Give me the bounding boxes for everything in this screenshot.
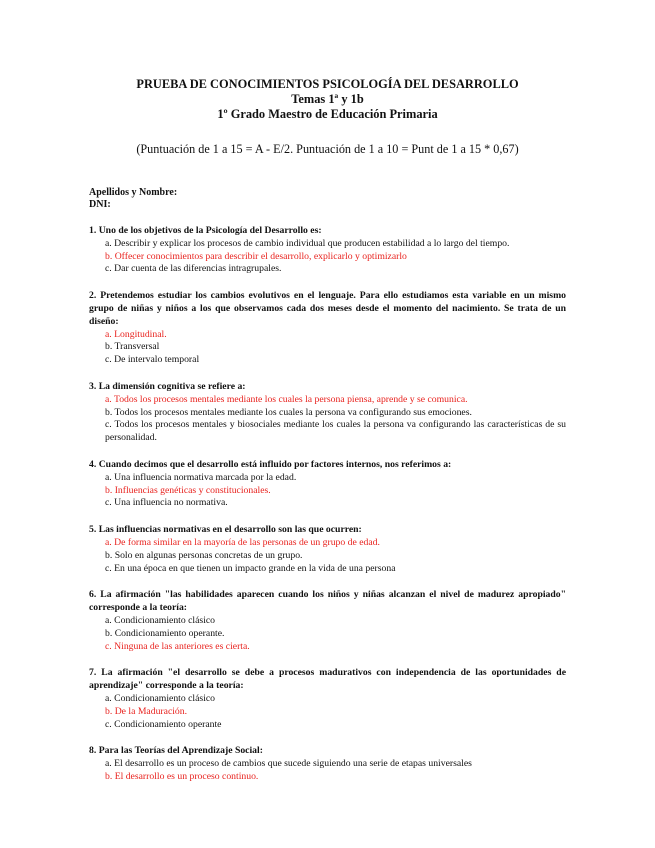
answer-option: c. Dar cuenta de las diferencias intragrupales. [105,263,282,275]
name-label: Apellidos y Nombre: [89,187,178,198]
answer-option: c. En una época en que tienen un impacto grande en la vida de una persona [105,562,396,574]
exam-title [89,77,566,122]
question-text: 5. Las influencias normativas en el desarrollo son las que ocurren: [89,524,362,536]
question-text: 7. La afirmación "el desarrollo se debe a procesos madurativos con independencia de las oportunidades de aprendizaje" corresponde a la teoría: [89,667,566,692]
question-text: 2. Pretendemos estudiar los cambios evolutivos en el lenguaje. Para ello estudiamos esta variable en un mismo grupo de niñas y niños a los que observamos cada dos meses desde el momento del nacimiento. Se trata de un diseño: [89,290,566,327]
answer-option: a. Condicionamiento clásico [105,614,216,626]
question-1 [89,225,566,276]
answer-option: a. Describir y explicar los procesos de cambio individual que producen estabilidad a lo largo del tiempo. [105,237,510,249]
answer-option-correct: b. De la Maduración. [105,705,188,717]
answer-option-correct: b. Offecer conocimientos para describir el desarrollo, explicarlo y optimizarlo [105,250,407,262]
question-text: 3. La dimensión cognitiva se refiere a: [89,380,246,392]
scoring-formula: (Puntuación de 1 a 15 = A - E/2. Puntuación de 1 a 10 = Punt de 1 a 15 * 0,67) [136,142,519,156]
answer-option: a. Una influencia normativa marcada por la edad. [105,471,297,483]
answer-option-correct: a. Longitudinal. [105,328,167,340]
answer-option: c. Condicionamiento operante [105,718,222,730]
answer-option: a. El desarrollo es un proceso de cambios que sucede siguiendo una serie de etapas universales [105,758,472,770]
answer-option: b. Condicionamiento operante. [105,627,225,639]
exam-page [89,77,566,784]
question-text: 1. Uno de los objetivos de la Psicología del Desarrollo es: [89,225,322,236]
answer-option-correct: c. Ninguna de las anteriores es cierta. [105,640,250,652]
question-7 [89,667,566,731]
answer-option: c. Una influencia no normativa. [105,497,228,509]
dni-label: DNI: [89,199,111,210]
question-6 [89,589,566,653]
answer-option: b. Todos los procesos mentales mediante los cuales la persona va configurando sus emociones. [105,406,472,418]
question-4 [89,459,566,510]
answer-option-correct: a. De forma similar en la mayoría de las personas de un grupo de edad. [105,536,380,548]
question-list [89,225,566,784]
question-2 [89,290,566,367]
question-text: 8. Para las Teorías del Aprendizaje Social: [89,745,263,757]
answer-option: b. Transversal [105,341,160,353]
question-5 [89,524,566,575]
question-text: 6. La afirmación "las habilidades aparecen cuando los niños y niñas alcanzan el nivel de madurez apropiado" corresponde a la teoría: [89,589,566,614]
answer-option: c. Todos los procesos mentales y biosociales mediante los cuales la persona va configurando las características de su personalidad. [105,419,566,444]
student-info [89,187,566,211]
title-line-1: PRUEBA DE CONOCIMIENTOS PSICOLOGÍA DEL DESARROLLO [136,77,519,91]
title-line-2: Temas 1ª y 1b [291,92,364,106]
answer-option: c. De intervalo temporal [105,354,200,366]
answer-option-correct: b. Influencias genéticas y constitucionales. [105,484,271,496]
question-text: 4. Cuando decimos que el desarrollo está influido por factores internos, nos referimos a: [89,458,452,470]
title-line-3: 1º Grado Maestro de Educación Primaria [217,107,438,121]
answer-option: b. Solo en algunas personas concretas de un grupo. [105,549,303,561]
answer-option-correct: a. Todos los procesos mentales mediante los cuales la persona piensa, aprende y se comunica. [105,393,468,405]
answer-option: a. Condicionamiento clásico [105,692,216,704]
question-8 [89,745,566,783]
answer-option-correct: b. El desarrollo es un proceso continuo. [105,770,259,782]
question-3 [89,381,566,445]
